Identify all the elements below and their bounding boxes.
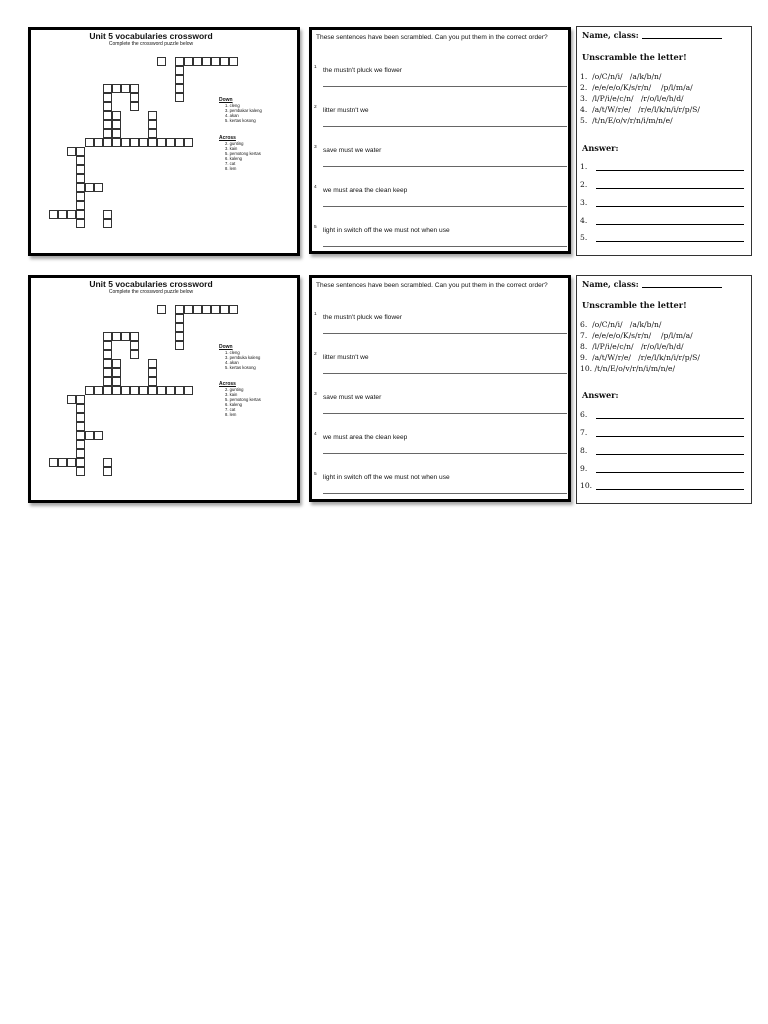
- crossword-cell[interactable]: [148, 359, 157, 368]
- crossword-cell[interactable]: [103, 84, 112, 93]
- crossword-cell[interactable]: [112, 129, 121, 138]
- crossword-cell[interactable]: [85, 138, 94, 147]
- crossword-cell[interactable]: [103, 467, 112, 476]
- scramble-panel-2: [309, 275, 571, 502]
- item-number: 1: [314, 65, 317, 70]
- crossword-cell[interactable]: [211, 57, 220, 66]
- answer-line[interactable]: [323, 373, 567, 374]
- unscramble-item: 3. /l/P/i/e/c/n/ /r/o/l/e/h/d/: [580, 94, 684, 103]
- crossword-cell[interactable]: [193, 305, 202, 314]
- clue-item: 8. lem: [225, 412, 237, 417]
- crossword-cell[interactable]: [103, 120, 112, 129]
- answer-number: 8.: [580, 446, 588, 455]
- answer-line: [596, 454, 744, 455]
- crossword-cell[interactable]: [175, 57, 184, 66]
- crossword-cell[interactable]: [166, 386, 175, 395]
- scramble-heading: These sentences have been scrambled. Can you put them in the correct order?: [316, 34, 548, 41]
- answer-row[interactable]: [580, 180, 587, 189]
- answer-number: 6.: [580, 410, 588, 419]
- answer-number: 2.: [580, 180, 588, 189]
- crossword-cell[interactable]: [121, 332, 130, 341]
- crossword-cell[interactable]: [103, 350, 112, 359]
- answer-line: [596, 224, 744, 225]
- crossword-cell[interactable]: [148, 386, 157, 395]
- crossword-title: Unit 5 vocabularies crossword: [89, 279, 213, 289]
- answer-line: [596, 489, 744, 490]
- crossword-cell[interactable]: [103, 138, 112, 147]
- answer-line[interactable]: [323, 493, 567, 494]
- crossword-cell[interactable]: [112, 368, 121, 377]
- unscramble-heading: Unscramble the letter!: [582, 52, 687, 62]
- crossword-cell[interactable]: [94, 431, 103, 440]
- crossword-cell[interactable]: [112, 84, 121, 93]
- crossword-cell[interactable]: [175, 305, 184, 314]
- crossword-cell[interactable]: [130, 350, 139, 359]
- crossword-cell[interactable]: [121, 138, 130, 147]
- item-number: 3: [314, 145, 317, 150]
- crossword-cell[interactable]: [193, 57, 202, 66]
- crossword-cell[interactable]: [67, 210, 76, 219]
- crossword-cell[interactable]: [103, 219, 112, 228]
- crossword-cell[interactable]: [112, 332, 121, 341]
- crossword-cell[interactable]: [175, 314, 184, 323]
- crossword-cell[interactable]: [166, 138, 175, 147]
- clue-item: 6. kaleng: [225, 156, 242, 161]
- item-text: litter mustn't we: [323, 107, 369, 114]
- crossword-cell[interactable]: [121, 84, 130, 93]
- item-text: litter mustn't we: [323, 354, 369, 361]
- crossword-cell[interactable]: [148, 377, 157, 386]
- crossword-cell[interactable]: [175, 84, 184, 93]
- answer-line[interactable]: [323, 246, 567, 247]
- crossword-cell[interactable]: [175, 138, 184, 147]
- crossword-subtitle: Complete the crossword puzzle below: [108, 289, 194, 295]
- unscramble-heading: Unscramble the letter!: [582, 300, 687, 310]
- clue-item: 4. akan: [225, 113, 239, 118]
- answer-row[interactable]: [580, 446, 587, 455]
- clue-item: 7. cat: [225, 161, 236, 166]
- answer-line: [596, 241, 744, 242]
- clue-item: 8. lem: [225, 166, 237, 171]
- crossword-cell[interactable]: [76, 404, 85, 413]
- crossword-cell[interactable]: [112, 377, 121, 386]
- crossword-cell[interactable]: [112, 386, 121, 395]
- crossword-cell[interactable]: [112, 138, 121, 147]
- crossword-cell[interactable]: [157, 386, 166, 395]
- crossword-cell[interactable]: [112, 111, 121, 120]
- answer-row[interactable]: [580, 410, 587, 419]
- clue-item: 3. pembakar kaleng: [225, 108, 262, 113]
- answer-line[interactable]: [323, 166, 567, 167]
- crossword-cell[interactable]: [67, 458, 76, 467]
- crossword-cell[interactable]: [202, 305, 211, 314]
- clue-item: 3. kain: [225, 146, 238, 151]
- clue-item: 5. pemotong kertas: [225, 151, 261, 156]
- answer-number: 4.: [580, 216, 588, 225]
- item-number: 2: [314, 352, 317, 357]
- crossword-cell[interactable]: [148, 111, 157, 120]
- unscramble-list: [580, 319, 700, 374]
- unscramble-item: 8. /l/P/i/e/c/n/ /r/o/l/e/h/d/: [580, 342, 684, 351]
- clues-down-label: Down: [219, 344, 233, 350]
- item-number: 3: [314, 392, 317, 397]
- crossword-cell[interactable]: [103, 341, 112, 350]
- crossword-cell[interactable]: [130, 102, 139, 111]
- unscramble-item: 9. /a/t/W/r/e/ /r/e/l/k/n/i/r/p/S/: [580, 353, 700, 362]
- item-text: save must we water: [323, 147, 382, 154]
- crossword-cell[interactable]: [103, 386, 112, 395]
- unscramble-item: 6. /o/C/n/i/ /a/k/b/n/: [580, 320, 662, 329]
- answer-number: 7.: [580, 428, 588, 437]
- crossword-cell[interactable]: [184, 386, 193, 395]
- crossword-cell[interactable]: [76, 395, 85, 404]
- crossword-cell[interactable]: [130, 93, 139, 102]
- crossword-cell[interactable]: [103, 368, 112, 377]
- crossword-cell[interactable]: [175, 341, 184, 350]
- clues-across: [219, 382, 261, 417]
- scramble-heading: These sentences have been scrambled. Can you put them in the correct order?: [316, 282, 548, 289]
- item-text: save must we water: [323, 394, 382, 401]
- answer-heading: Answer:: [582, 143, 619, 153]
- item-text: light in switch off the we must not when use: [323, 474, 450, 481]
- crossword-cell[interactable]: [112, 120, 121, 129]
- crossword-cell[interactable]: [112, 359, 121, 368]
- crossword-cell[interactable]: [76, 210, 85, 219]
- item-number: 2: [314, 105, 317, 110]
- answer-line: [596, 472, 744, 473]
- crossword-cell[interactable]: [94, 386, 103, 395]
- clue-item: 5. pemotong kertas: [225, 397, 261, 402]
- clue-item: 1. cleng: [225, 350, 240, 355]
- name-class-field[interactable]: [582, 30, 722, 40]
- crossword-cell[interactable]: [175, 66, 184, 75]
- crossword-cell[interactable]: [211, 305, 220, 314]
- answer-number: 3.: [580, 198, 588, 207]
- crossword-cell[interactable]: [130, 84, 139, 93]
- clue-item: 5. kertas kosong: [225, 118, 256, 123]
- unscramble-item: 1. /o/C/n/i/ /a/k/b/n/: [580, 72, 662, 81]
- crossword-cell[interactable]: [139, 138, 148, 147]
- name-class-field[interactable]: [582, 279, 722, 289]
- crossword-cell[interactable]: [175, 332, 184, 341]
- crossword-cell[interactable]: [148, 368, 157, 377]
- scramble-panel-1: [309, 27, 571, 254]
- answer-row[interactable]: [580, 162, 587, 171]
- crossword-cell[interactable]: [103, 332, 112, 341]
- crossword-cell[interactable]: [85, 386, 94, 395]
- item-text: we must area the clean keep: [323, 187, 408, 194]
- clues-down: [219, 345, 260, 370]
- crossword-cell[interactable]: [148, 129, 157, 138]
- crossword-cell[interactable]: [85, 183, 94, 192]
- clues-down: [219, 98, 262, 123]
- crossword-cell[interactable]: [175, 93, 184, 102]
- crossword-cell[interactable]: [94, 138, 103, 147]
- answer-line: [596, 188, 744, 189]
- crossword-cell[interactable]: [202, 57, 211, 66]
- crossword-cell[interactable]: [229, 57, 238, 66]
- crossword-panel-1: [28, 27, 300, 256]
- answer-row[interactable]: [580, 216, 587, 225]
- crossword-cell[interactable]: [76, 174, 85, 183]
- answer-row[interactable]: [580, 428, 587, 437]
- crossword-cell[interactable]: [76, 219, 85, 228]
- unscramble-list: [580, 71, 700, 126]
- crossword-cell[interactable]: [103, 210, 112, 219]
- clue-item: 2. gunting: [225, 387, 244, 392]
- crossword-cell[interactable]: [148, 138, 157, 147]
- clue-item: 5. kertas kosong: [225, 365, 256, 370]
- crossword-cell[interactable]: [103, 377, 112, 386]
- clue-item: 3. pembuka kaleng: [225, 355, 261, 360]
- crossword-cell[interactable]: [103, 111, 112, 120]
- item-number: 4: [314, 185, 317, 190]
- crossword-cell[interactable]: [76, 165, 85, 174]
- crossword-cell[interactable]: [157, 305, 166, 314]
- clues-across-label: Across: [219, 135, 236, 141]
- clues-across: [219, 136, 261, 171]
- crossword-cell[interactable]: [139, 386, 148, 395]
- crossword-cell[interactable]: [148, 120, 157, 129]
- answer-number: 5.: [580, 233, 588, 242]
- answer-row[interactable]: [580, 464, 587, 473]
- crossword-cell[interactable]: [121, 386, 130, 395]
- crossword-cell[interactable]: [67, 395, 76, 404]
- crossword-cell[interactable]: [67, 147, 76, 156]
- crossword-cell[interactable]: [157, 57, 166, 66]
- crossword-cell[interactable]: [94, 183, 103, 192]
- name-class-line: [642, 38, 722, 39]
- answer-line[interactable]: [323, 206, 567, 207]
- crossword-cell[interactable]: [76, 156, 85, 165]
- crossword-cell[interactable]: [76, 183, 85, 192]
- clue-item: 1. cleng: [225, 103, 240, 108]
- answer-row[interactable]: [580, 481, 592, 490]
- crossword-cell[interactable]: [49, 458, 58, 467]
- clue-item: 2. gunting: [225, 141, 244, 146]
- item-number: 5: [314, 472, 317, 477]
- crossword-cell[interactable]: [58, 458, 67, 467]
- answer-line: [596, 206, 744, 207]
- item-text: the mustn't pluck we flower: [323, 314, 402, 321]
- clue-item: 6. kaleng: [225, 402, 242, 407]
- crossword-cell[interactable]: [76, 201, 85, 210]
- crossword-cell[interactable]: [103, 359, 112, 368]
- unscramble-panel-2: [576, 275, 752, 504]
- crossword-cell[interactable]: [184, 57, 193, 66]
- clue-item: 3. kain: [225, 392, 238, 397]
- answer-number: 9.: [580, 464, 588, 473]
- crossword-cell[interactable]: [175, 323, 184, 332]
- clue-item: 7. cat: [225, 407, 236, 412]
- crossword-cell[interactable]: [103, 129, 112, 138]
- crossword-cell[interactable]: [103, 93, 112, 102]
- unscramble-item: 7. /e/e/e/o/K/s/r/n/ /p/l/m/a/: [580, 331, 693, 340]
- answer-line[interactable]: [323, 413, 567, 414]
- answer-line[interactable]: [323, 333, 567, 334]
- answer-line[interactable]: [323, 453, 567, 454]
- item-number: 4: [314, 432, 317, 437]
- name-class-line: [642, 287, 722, 288]
- crossword-cell[interactable]: [76, 440, 85, 449]
- crossword-cell[interactable]: [220, 57, 229, 66]
- crossword-title: Unit 5 vocabularies crossword: [89, 31, 213, 41]
- crossword-cell[interactable]: [130, 341, 139, 350]
- crossword-panel-2: [28, 275, 300, 503]
- clues-down-label: Down: [219, 97, 233, 103]
- answer-number: 1.: [580, 162, 588, 171]
- crossword-cell[interactable]: [49, 210, 58, 219]
- crossword-cell[interactable]: [229, 305, 238, 314]
- crossword-subtitle: Complete the crossword puzzle below: [108, 41, 194, 47]
- crossword-cell[interactable]: [184, 305, 193, 314]
- unscramble-item: 2. /e/e/e/o/K/s/r/n/ /p/l/m/a/: [580, 83, 693, 92]
- crossword-cell[interactable]: [76, 413, 85, 422]
- answer-row[interactable]: [580, 233, 587, 242]
- crossword-cell[interactable]: [175, 75, 184, 84]
- crossword-cell[interactable]: [58, 210, 67, 219]
- answer-line[interactable]: [323, 126, 567, 127]
- unscramble-item: 10. /t/n/E/o/v/r/n/i/m/n/e/: [580, 364, 676, 373]
- answer-line: [596, 170, 744, 171]
- item-text: light in switch off the we must not when use: [323, 227, 450, 234]
- crossword-cell[interactable]: [184, 138, 193, 147]
- name-class-label: Name, class:: [582, 30, 639, 40]
- unscramble-item: 5. /t/n/E/o/v/r/n/i/m/n/e/: [580, 116, 673, 125]
- answer-number: 10.: [580, 481, 593, 490]
- crossword-cell[interactable]: [157, 138, 166, 147]
- answer-row[interactable]: [580, 198, 587, 207]
- clues-across-label: Across: [219, 381, 236, 387]
- crossword-cell[interactable]: [76, 192, 85, 201]
- crossword-cell[interactable]: [85, 431, 94, 440]
- item-number: 1: [314, 312, 317, 317]
- crossword-cell[interactable]: [76, 449, 85, 458]
- clue-item: 4. akan: [225, 360, 239, 365]
- crossword-cell[interactable]: [76, 458, 85, 467]
- item-number: 5: [314, 225, 317, 230]
- name-class-label: Name, class:: [582, 279, 639, 289]
- unscramble-panel-1: [576, 26, 752, 256]
- unscramble-item: 4. /a/t/W/r/e/ /r/e/l/k/n/i/r/p/S/: [580, 105, 700, 114]
- item-text: we must area the clean keep: [323, 434, 408, 441]
- crossword-cell[interactable]: [103, 102, 112, 111]
- crossword-cell[interactable]: [130, 138, 139, 147]
- crossword-cell[interactable]: [130, 332, 139, 341]
- item-text: the mustn't pluck we flower: [323, 67, 402, 74]
- crossword-cell[interactable]: [130, 386, 139, 395]
- crossword-cell[interactable]: [76, 431, 85, 440]
- crossword-cell[interactable]: [103, 458, 112, 467]
- answer-line[interactable]: [323, 86, 567, 87]
- crossword-cell[interactable]: [76, 467, 85, 476]
- crossword-cell[interactable]: [175, 386, 184, 395]
- answer-heading: Answer:: [582, 390, 619, 400]
- answer-line: [596, 436, 744, 437]
- crossword-cell[interactable]: [76, 422, 85, 431]
- answer-line: [596, 418, 744, 419]
- crossword-cell[interactable]: [220, 305, 229, 314]
- crossword-cell[interactable]: [76, 147, 85, 156]
